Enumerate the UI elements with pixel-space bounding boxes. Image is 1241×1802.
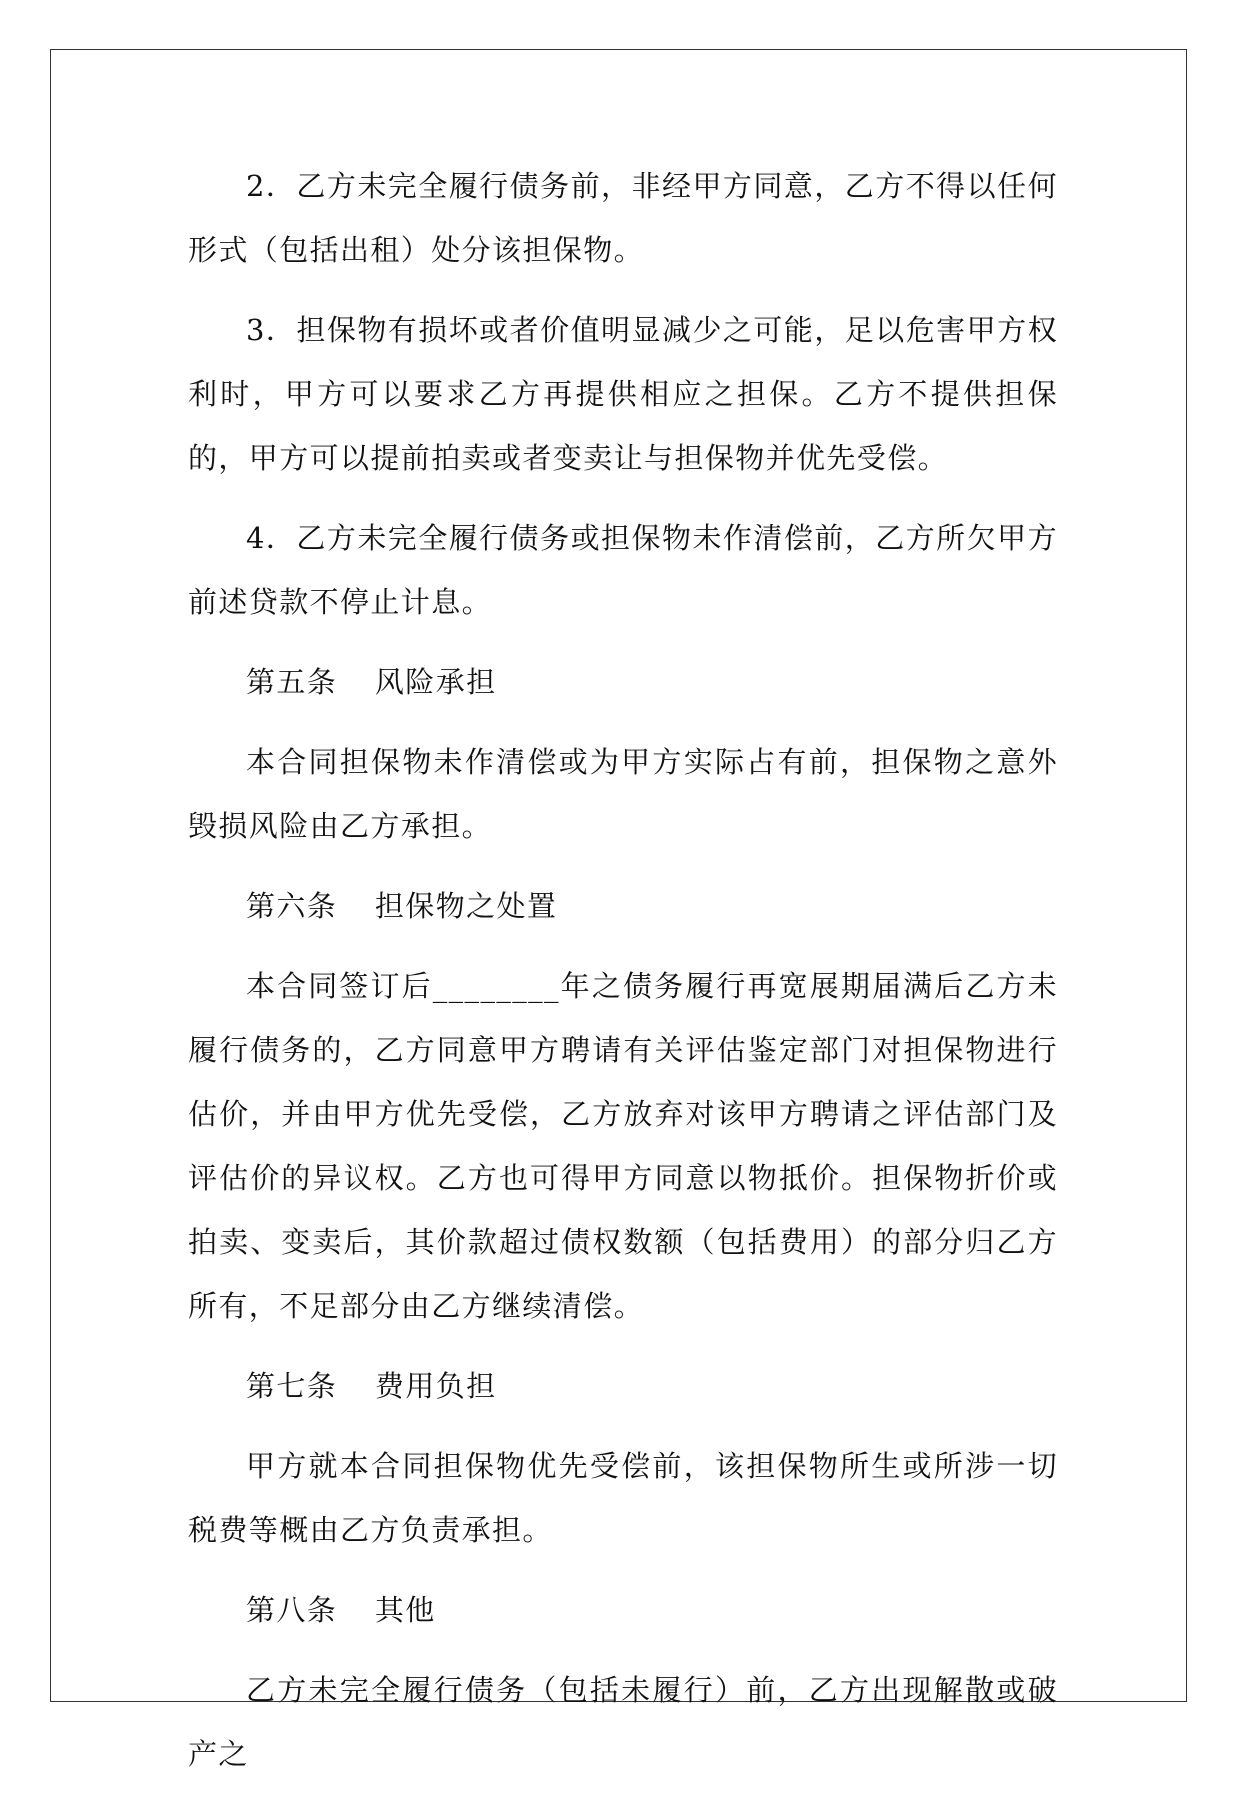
article-7-number: 第七条 (246, 1369, 338, 1403)
article-7-heading (188, 1354, 1058, 1418)
article-8-heading (188, 1578, 1058, 1642)
document-body (188, 154, 1058, 1802)
article-6-body: 本合同签订后________年之债务履行再宽展期届满后乙方未履行债务的，乙方同意甲方聘请有关评估鉴定部门对担保物进行估价，并由甲方优先受偿，乙方放弃对该甲方聘请之评估部门及评估价的异议权。乙方也可得甲方同意以物抵价。担保物折价或拍卖、变卖后，其价款超过债权数额（包括费用）的部分归乙方所有，不足部分由乙方继续清偿。 (188, 969, 1058, 1323)
article-5-heading (188, 650, 1058, 714)
clause-3: 3．担保物有损坏或者价值明显减少之可能，足以危害甲方权利时，甲方可以要求乙方再提供相应之担保。乙方不提供担保的，甲方可以提前拍卖或者变卖让与担保物并优先受偿。 (188, 313, 1058, 475)
article-6-title: 担保物之处置 (374, 889, 558, 923)
clause-4: 4．乙方未完全履行债务或担保物未作清偿前，乙方所欠甲方前述贷款不停止计息。 (188, 521, 1058, 619)
clause-2: 2．乙方未完全履行债务前，非经甲方同意，乙方不得以任何形式（包括出租）处分该担保物。 (188, 169, 1058, 267)
article-8-body: 乙方未完全履行债务（包括未履行）前，乙方出现解散或破产之 (188, 1673, 1058, 1771)
article-6-number: 第六条 (246, 889, 338, 923)
article-7-body: 甲方就本合同担保物优先受偿前，该担保物所生或所涉一切税费等概由乙方负责承担。 (188, 1449, 1058, 1547)
article-8-number: 第八条 (246, 1593, 338, 1627)
article-6-heading (188, 874, 1058, 938)
article-5-title: 风险承担 (374, 665, 497, 699)
article-5-body: 本合同担保物未作清偿或为甲方实际占有前，担保物之意外毁损风险由乙方承担。 (188, 745, 1058, 843)
article-5-number: 第五条 (246, 665, 338, 699)
article-7-title: 费用负担 (374, 1369, 497, 1403)
article-8-title: 其他 (374, 1593, 436, 1627)
